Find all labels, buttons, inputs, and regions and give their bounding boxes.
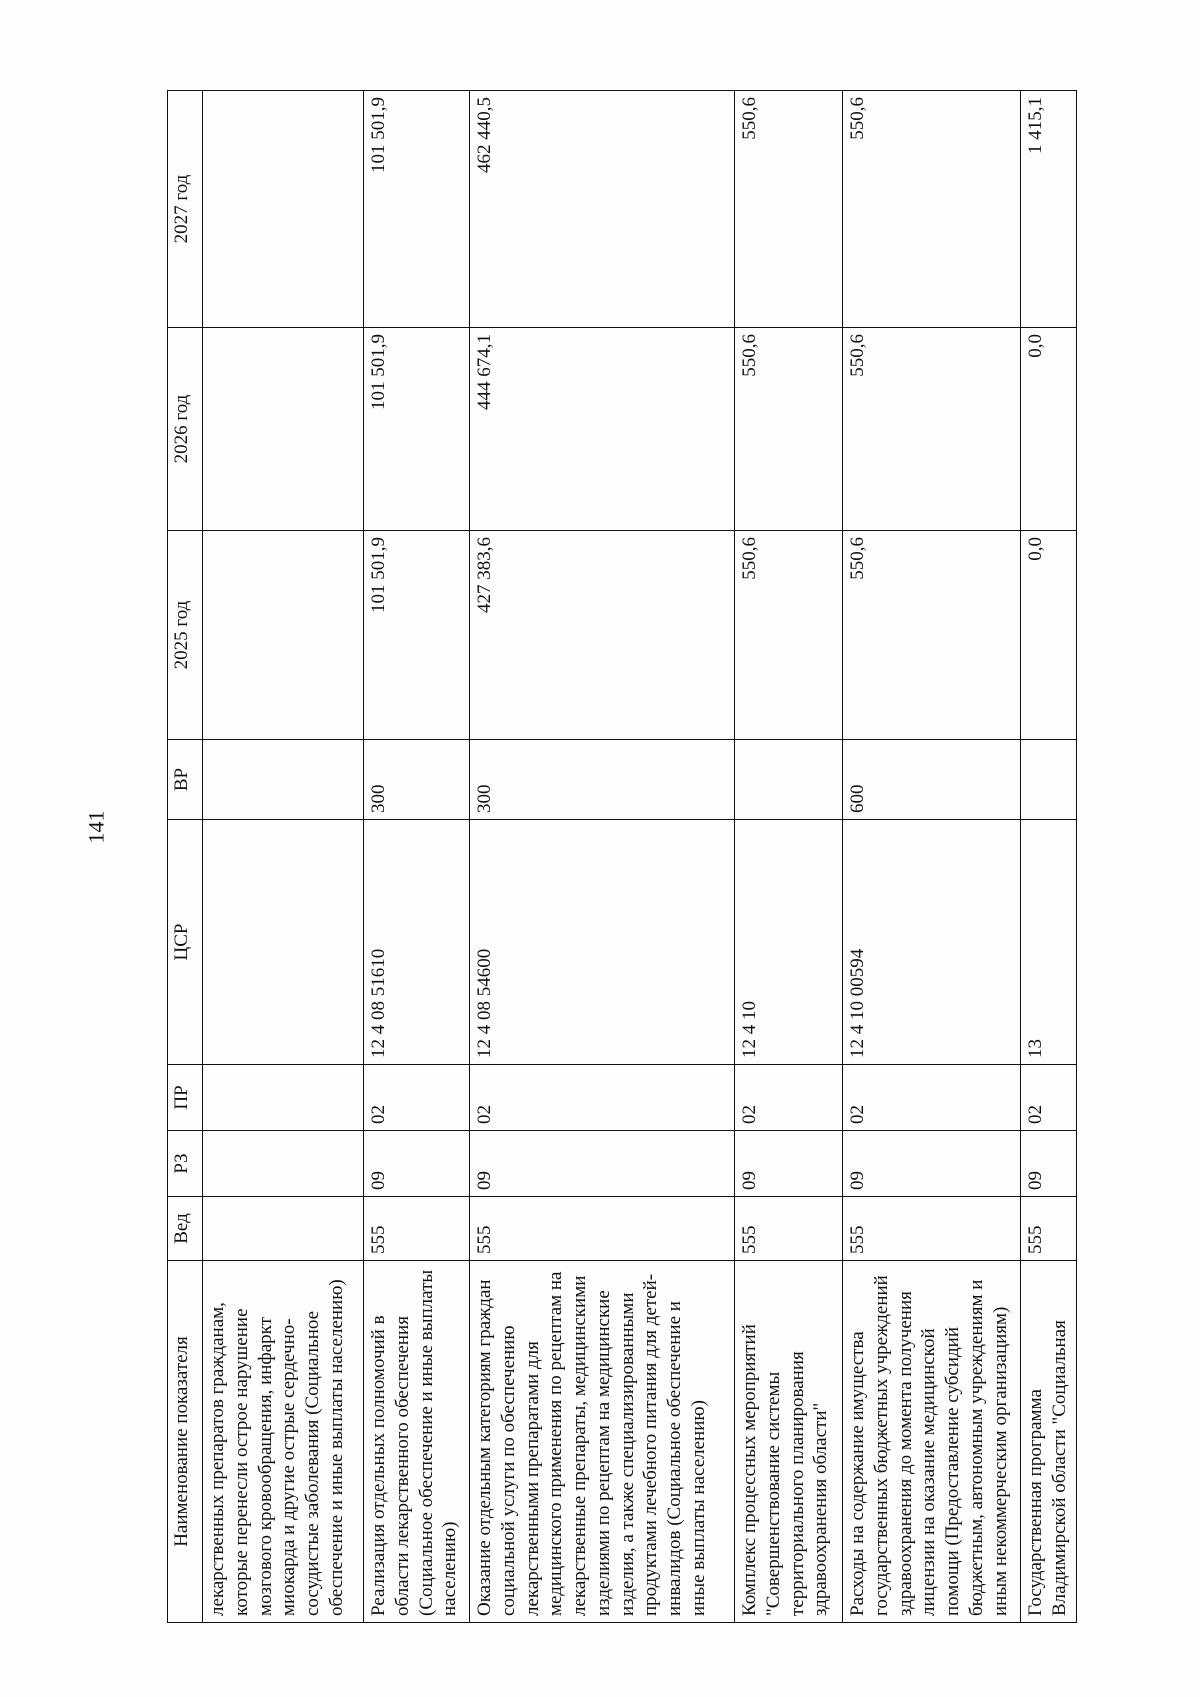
cell-rz xyxy=(203,1131,364,1197)
rotated-table-container xyxy=(167,91,1077,1623)
table-row xyxy=(735,91,843,1623)
cell-2025 xyxy=(203,531,364,740)
table-row xyxy=(470,91,735,1623)
cell-csr: 12 4 08 54600 xyxy=(470,820,735,1065)
cell-2026: 550,6 xyxy=(735,328,843,531)
cell-2025: 550,6 xyxy=(735,531,843,740)
table-row xyxy=(843,91,1021,1623)
header-ved: Вед xyxy=(168,1197,203,1261)
table-row xyxy=(1021,91,1077,1623)
header-2025: 2025 год xyxy=(168,531,203,740)
cell-2025: 427 383,6 xyxy=(470,531,735,740)
cell-csr: 12 4 10 00594 xyxy=(843,820,1021,1065)
cell-2026: 0,0 xyxy=(1021,328,1077,531)
header-pr: ПР xyxy=(168,1065,203,1131)
table-row xyxy=(364,91,470,1623)
header-rz: РЗ xyxy=(168,1131,203,1197)
cell-2025: 0,0 xyxy=(1021,531,1077,740)
cell-2027 xyxy=(203,91,364,328)
cell-name: Реализация отдельных полномочий в области лекарственного обеспечения (Социальное обеспечение и иные выплаты населению) xyxy=(364,1261,470,1623)
cell-2025: 101 501,9 xyxy=(364,531,470,740)
header-2026: 2026 год xyxy=(168,328,203,531)
cell-csr: 12 4 08 51610 xyxy=(364,820,470,1065)
cell-2027: 101 501,9 xyxy=(364,91,470,328)
cell-2027: 550,6 xyxy=(843,91,1021,328)
cell-ved: 555 xyxy=(364,1197,470,1261)
cell-pr: 02 xyxy=(364,1065,470,1131)
cell-2027: 462 440,5 xyxy=(470,91,735,328)
cell-rz: 09 xyxy=(364,1131,470,1197)
cell-rz: 09 xyxy=(470,1131,735,1197)
budget-table xyxy=(167,90,1077,1623)
cell-ved: 555 xyxy=(470,1197,735,1261)
cell-pr: 02 xyxy=(470,1065,735,1131)
cell-vr xyxy=(1021,740,1077,820)
cell-rz: 09 xyxy=(843,1131,1021,1197)
cell-ved: 555 xyxy=(1021,1197,1077,1261)
cell-2026: 101 501,9 xyxy=(364,328,470,531)
cell-csr: 13 xyxy=(1021,820,1077,1065)
cell-pr xyxy=(203,1065,364,1131)
header-vr: ВР xyxy=(168,740,203,820)
cell-pr: 02 xyxy=(843,1065,1021,1131)
cell-name: Оказание отдельным категориям граждан социальной услуги по обеспечению лекарственными препаратами для медицинского применения по рецептам на лекарственные препараты, медицинскими изделиями по рецептам на медицинские изделия, а также специализированными продуктами лечебного питания для детей-инвалидов (Социальное обеспечение и иные выплаты населению) xyxy=(470,1261,735,1623)
header-csr: ЦСР xyxy=(168,820,203,1065)
cell-vr xyxy=(735,740,843,820)
cell-csr xyxy=(203,820,364,1065)
page-number: 141 xyxy=(83,810,109,844)
cell-rz: 09 xyxy=(735,1131,843,1197)
cell-csr: 12 4 10 xyxy=(735,820,843,1065)
cell-pr: 02 xyxy=(1021,1065,1077,1131)
cell-pr: 02 xyxy=(735,1065,843,1131)
cell-name: Комплекс процессных мероприятий "Совершенствование системы территориального планирования здравоохранения области" xyxy=(735,1261,843,1623)
cell-2027: 1 415,1 xyxy=(1021,91,1077,328)
cell-vr: 300 xyxy=(364,740,470,820)
cell-vr: 600 xyxy=(843,740,1021,820)
cell-2027: 550,6 xyxy=(735,91,843,328)
cell-rz: 09 xyxy=(1021,1131,1077,1197)
cell-2026: 550,6 xyxy=(843,328,1021,531)
cell-2026 xyxy=(203,328,364,531)
cell-vr xyxy=(203,740,364,820)
cell-ved xyxy=(203,1197,364,1261)
cell-2026: 444 674,1 xyxy=(470,328,735,531)
table-header-row xyxy=(168,91,203,1623)
table-row xyxy=(203,91,364,1623)
cell-ved: 555 xyxy=(735,1197,843,1261)
header-2027: 2027 год xyxy=(168,91,203,328)
cell-2025: 550,6 xyxy=(843,531,1021,740)
header-name: Наименование показателя xyxy=(168,1261,203,1623)
cell-vr: 300 xyxy=(470,740,735,820)
cell-name: Расходы на содержание имущества государственных бюджетных учреждений здравоохранения до момента получения лицензии на оказание медицинской помощи (Предоставление субсидий бюджетным, автономным учреждениям и иным некоммерческим организациям) xyxy=(843,1261,1021,1623)
cell-name: лекарственных препаратов гражданам, которые перенесли острое нарушение мозгового кровообращения, инфаркт миокарда и другие острые сердечно-сосудистые заболевания (Социальное обеспечение и иные выплаты населению) xyxy=(203,1261,364,1623)
cell-ved: 555 xyxy=(843,1197,1021,1261)
cell-name: Государственная программа Владимирской области "Социальная xyxy=(1021,1261,1077,1623)
